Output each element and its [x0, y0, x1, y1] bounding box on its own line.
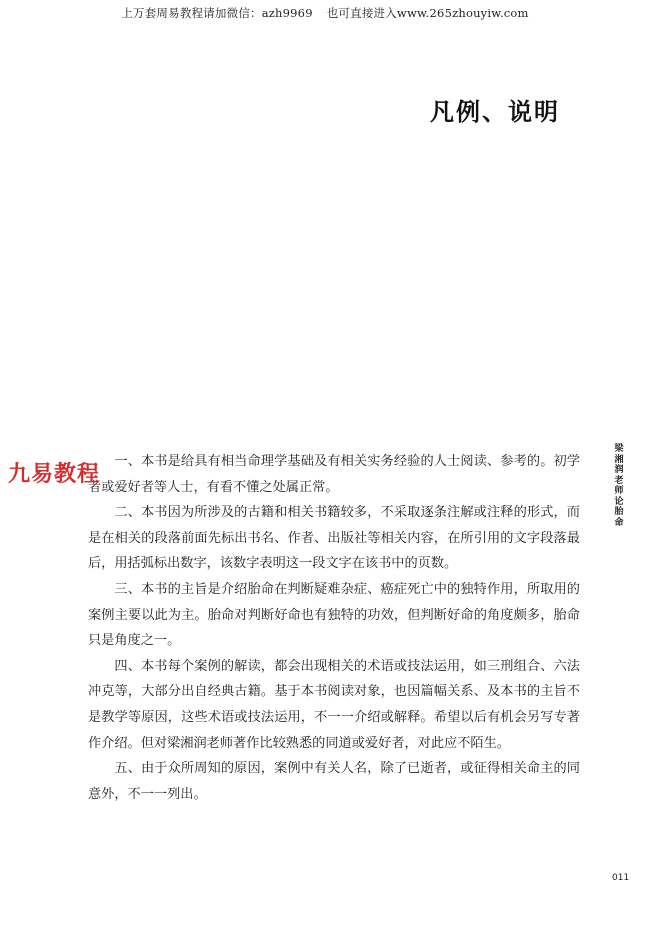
paragraph-4: 四、本书每个案例的解读，都会出现相关的术语或技法运用，如三刑组合、六法冲克等，大部分出自经典古籍。基于本书阅读对象，也因篇幅关系、及本书的主旨不是教学等原因，这些术语或技法运用，不一一介绍或解释。希望以后有机会另写专著作介绍。但对梁湘润老师著作比较熟悉的同道或爱好者，对此应不陌生。: [88, 658, 580, 751]
paragraph-2: 二、本书因为所涉及的古籍和相关书籍较多，不采取逐条注解或注释的形式，而是在相关的段落前面先标出书名、作者、出版社等相关内容，在所引用的文字段落最后，用括弧标出数字，该数字表明这一段文字在该书中的页数。: [88, 505, 580, 572]
paragraph-3: 三、本书的主旨是介绍胎命在判断疑难杂症、癌症死亡中的独特作用，所取用的案例主要以此为主。胎命对判断好命也有独特的功效，但判断好命的角度颇多，胎命只是角度之一。: [88, 581, 580, 649]
paragraph-5: 五、由于众所周知的原因，案例中有关人名，除了已逝者，或征得相关命主的同意外，不一一列出。: [88, 761, 580, 802]
chapter-title: 凡例、说明: [430, 98, 560, 126]
paragraph-1: 一、本书是给具有相当命理学基础及有相关实务经验的人士阅读、参考的。初学者或爱好者等人士，有看不懂之处属正常。: [88, 454, 580, 495]
body-text: [88, 449, 580, 807]
side-book-title: 梁湘润老师论胎命: [614, 444, 624, 528]
page-number: 011: [612, 873, 630, 883]
watermark-logo: 九易教程: [8, 462, 101, 487]
top-banner: [0, 5, 650, 21]
banner-wechat-text: 上万套周易教程请加微信：azh9969: [121, 6, 313, 20]
banner-site-text: 也可直接进入www.265zhouyiw.com: [326, 6, 529, 20]
